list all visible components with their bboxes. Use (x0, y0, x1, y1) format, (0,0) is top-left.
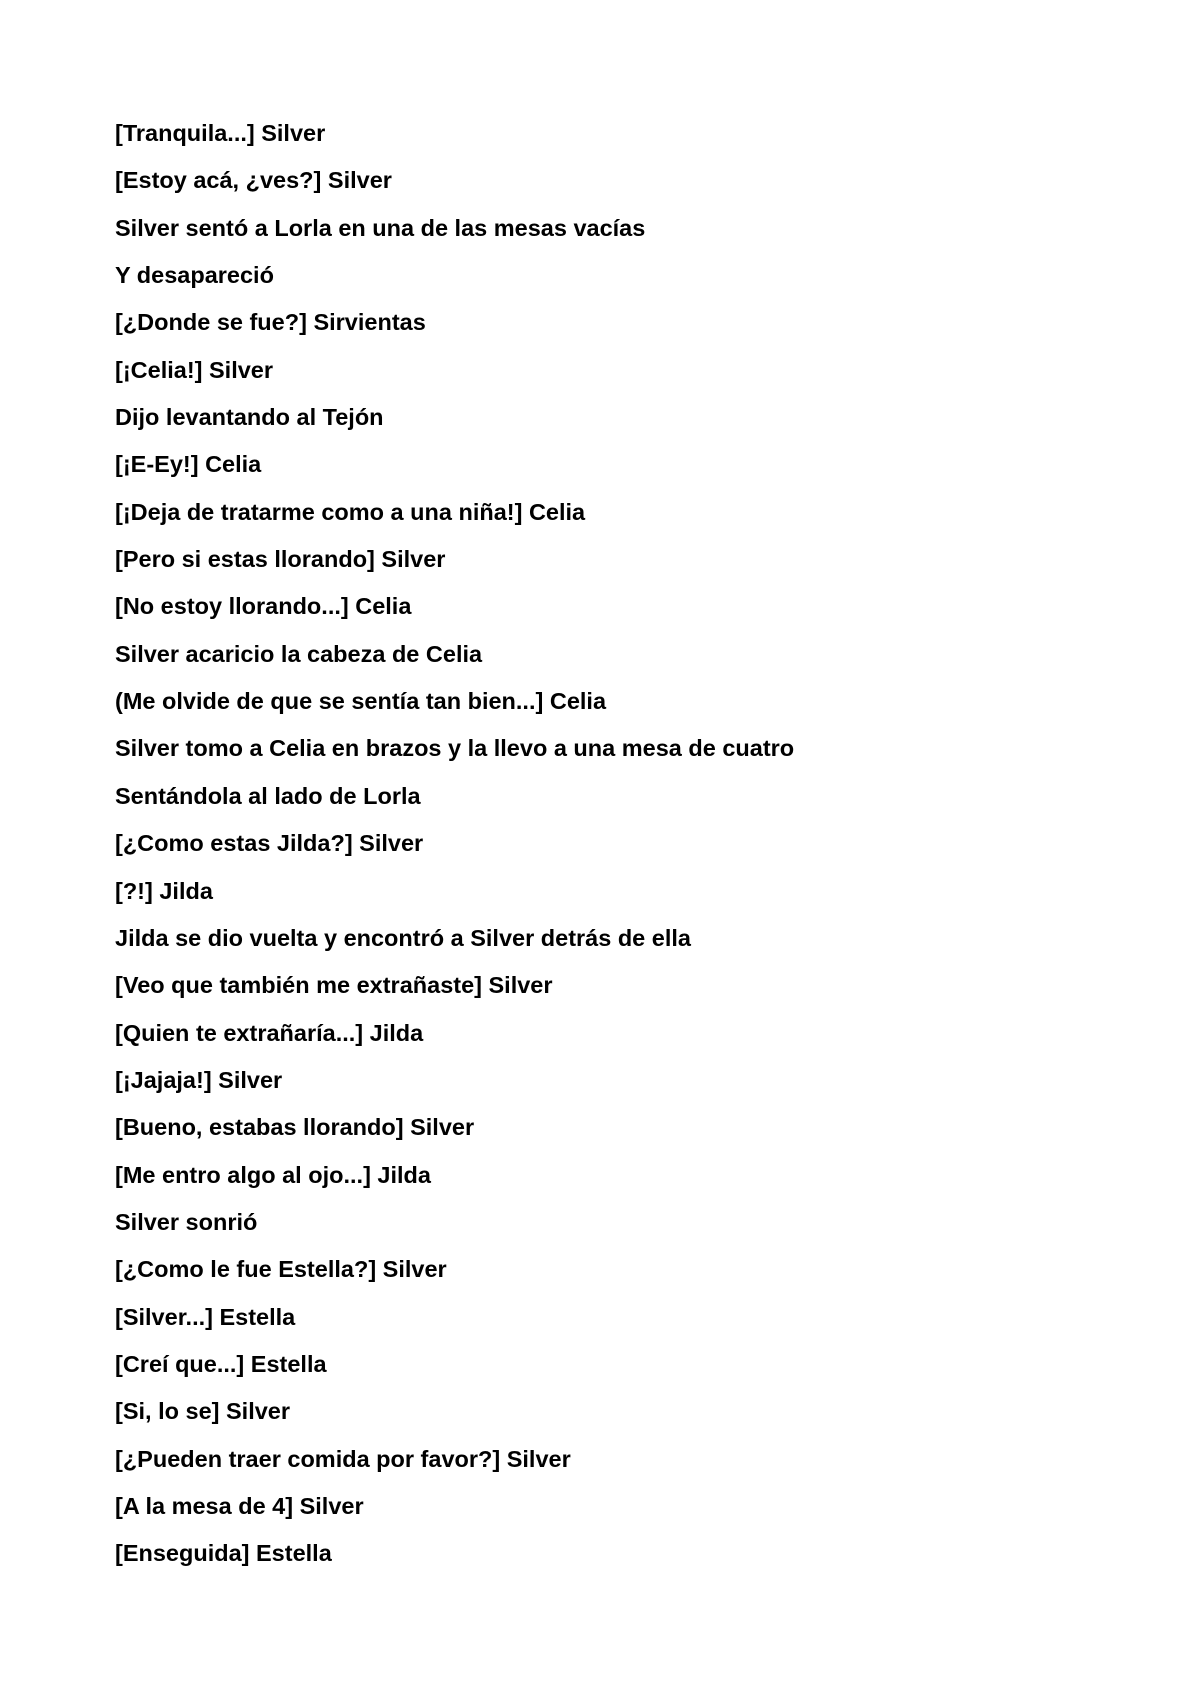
text-line: [Tranquila...] Silver (115, 120, 326, 146)
text-line: [¡Celia!] Silver (115, 356, 274, 383)
text-line: Y desapareció (115, 262, 274, 289)
text-line: [Si, lo se] Silver (115, 1398, 291, 1425)
text-line: [¿Como estas Jilda?] Silver (115, 830, 424, 857)
text-line: Sentándola al lado de Lorla (115, 782, 421, 809)
text-line: [Me entro algo al ojo...] Jilda (115, 1161, 431, 1188)
text-line: [¡Deja de tratarme como a una niña!] Celia (115, 498, 586, 525)
text-line: (Me olvide de que se sentía tan bien...] Celia (115, 688, 607, 715)
text-line: [No estoy llorando...] Celia (115, 593, 412, 620)
document-text (115, 110, 1115, 1578)
text-line: Silver tomo a Celia en brazos y la llevo a una mesa de cuatro (115, 735, 795, 762)
text-line: [Pero si estas llorando] Silver (115, 546, 446, 573)
text-line: [Veo que también me extrañaste] Silver (115, 972, 553, 999)
text-line: [¿Como le fue Estella?] Silver (115, 1256, 447, 1283)
text-line: [Quien te extrañaría...] Jilda (115, 1019, 424, 1046)
text-line: Silver sonrió (115, 1208, 258, 1235)
text-line: [¡Jajaja!] Silver (115, 1066, 283, 1093)
text-line: Silver sentó a Lorla en una de las mesas vacías (115, 214, 646, 241)
text-line: [Enseguida] Estella (115, 1540, 332, 1567)
text-line: [A la mesa de 4] Silver (115, 1492, 364, 1519)
text-line: [¿Donde se fue?] Sirvientas (115, 309, 426, 336)
text-line: [?!] Jilda (115, 877, 213, 904)
text-line: [Silver...] Estella (115, 1303, 296, 1330)
text-line: [Creí que...] Estella (115, 1350, 327, 1377)
text-line: Silver acaricio la cabeza de Celia (115, 640, 483, 667)
text-line: [¡E-Ey!] Celia (115, 451, 262, 478)
text-line: [Bueno, estabas llorando] Silver (115, 1114, 475, 1141)
text-line: Dijo levantando al Tejón (115, 404, 384, 431)
text-line: [Estoy acá, ¿ves?] Silver (115, 167, 392, 194)
text-line: [¿Pueden traer comida por favor?] Silver (115, 1445, 571, 1472)
text-line: Jilda se dio vuelta y encontró a Silver detrás de ella (115, 924, 691, 951)
